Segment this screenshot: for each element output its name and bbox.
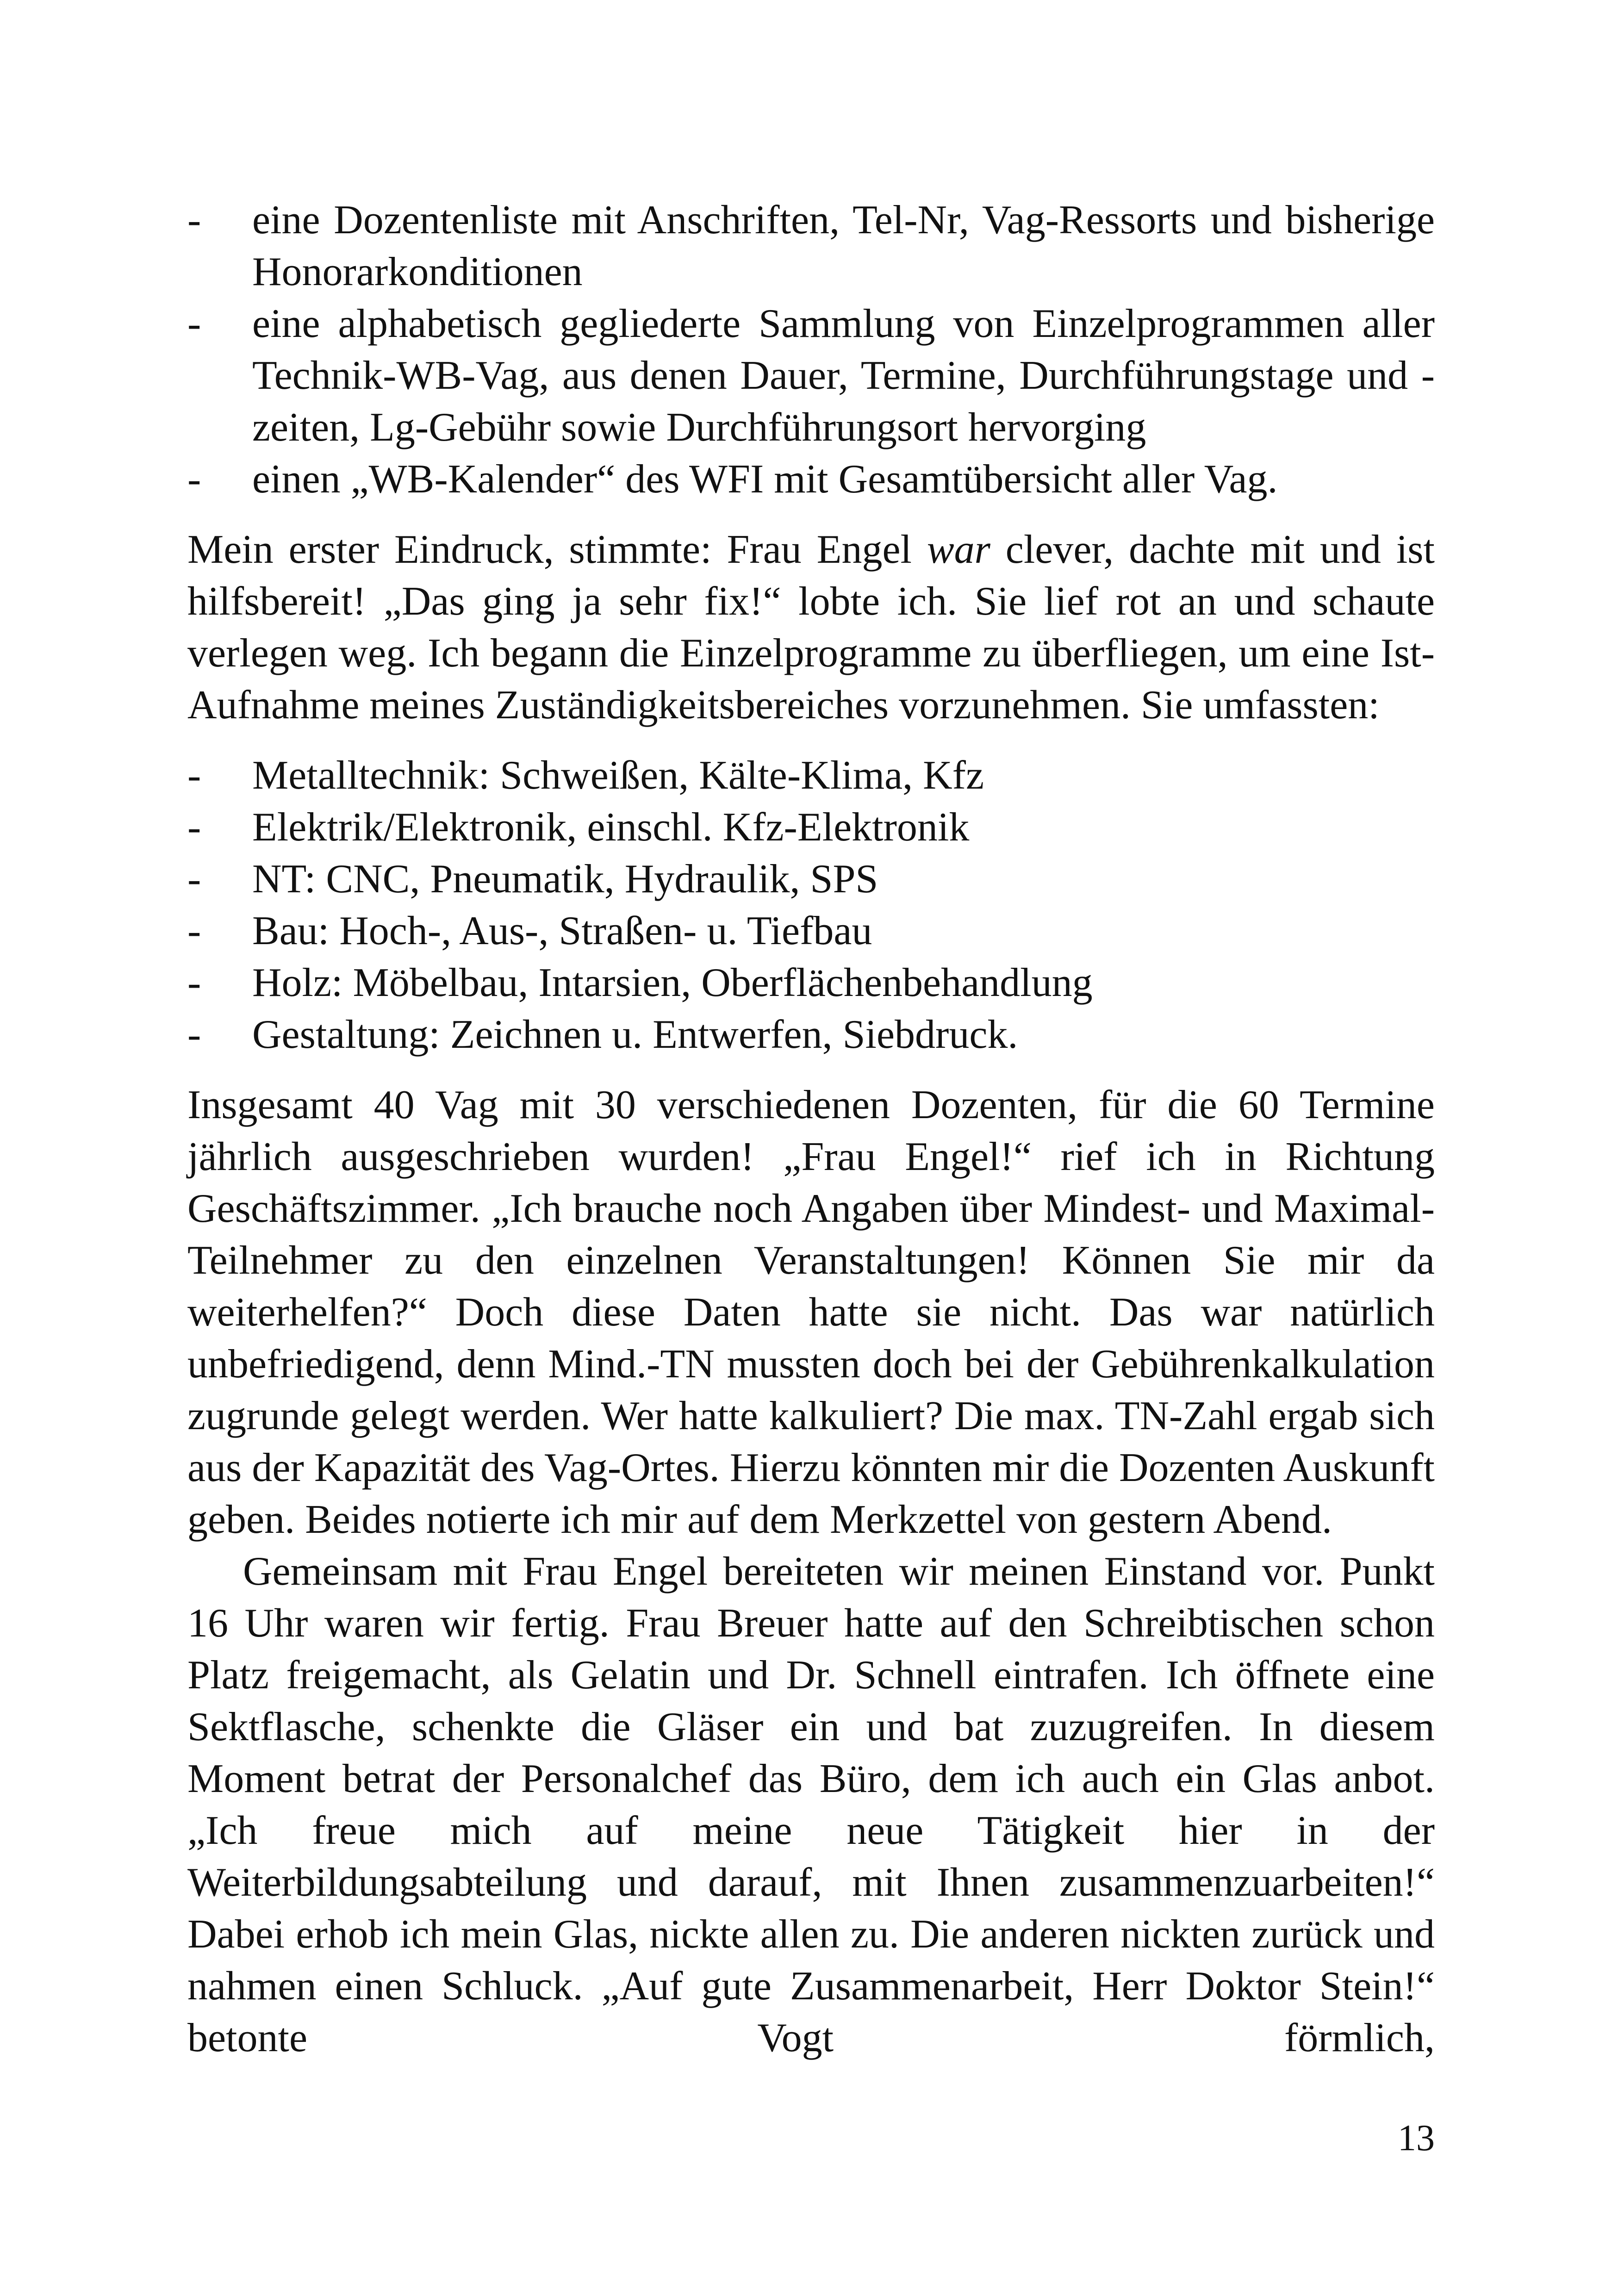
list-item-text: NT: CNC, Pneumatik, Hydraulik, SPS	[252, 857, 878, 902]
dash-bullet: -	[187, 753, 201, 798]
document-list-2	[187, 750, 1435, 1061]
list-item	[187, 454, 1435, 505]
list-item-text: Metalltechnik: Schweißen, Kälte-Klima, Kfz	[252, 753, 984, 798]
paragraph-text-start: Mein erster Eindruck, stimmte: Frau Engel	[187, 527, 927, 572]
list-item-text: Holz: Möbelbau, Intarsien, Oberflächenbehandlung	[252, 960, 1093, 1005]
list-item	[187, 957, 1435, 1009]
list-item	[187, 853, 1435, 905]
dash-bullet: -	[187, 198, 201, 243]
list-item-text: einen „WB-Kalender“ des WFI mit Gesamtübersicht aller Vag.	[252, 457, 1278, 502]
dash-bullet: -	[187, 457, 201, 502]
page-number: 13	[1398, 2118, 1435, 2159]
list-item	[187, 905, 1435, 957]
list-item	[187, 194, 1435, 298]
dash-bullet: -	[187, 960, 201, 1005]
document-list-1	[187, 194, 1435, 505]
paragraph-text-end: clever, dachte mit und ist hilfsbereit! „Das ging ja sehr fix!“ lobte ich. Sie lief rot an und schaute verlegen weg. Ich begann die Einzelprogramme zu überfliegen, um eine Ist-Aufnahme meines Zuständigkeitsbereiches vorzunehmen. Sie umfassten:	[187, 527, 1435, 728]
dash-bullet: -	[187, 857, 201, 902]
dash-bullet: -	[187, 301, 201, 346]
list-item	[187, 750, 1435, 802]
dash-bullet: -	[187, 908, 201, 953]
list-item-text: Bau: Hoch-, Aus-, Straßen- u. Tiefbau	[252, 908, 872, 953]
paragraph-welcome: Gemeinsam mit Frau Engel bereiteten wir meinen Einstand vor. Punkt 16 Uhr waren wir fertig. Frau Breuer hatte auf den Schreibtischen schon Platz freigemacht, als Gelatin und Dr. Schnell eintrafen. Ich öffnete eine Sektflasche, schenkte die Gläser ein und bat zuzugreifen. In diesem Moment betrat der Personalchef das Büro, dem ich auch ein Glas anbot. „Ich freue mich auf meine neue Tätigkeit hier in der Weiterbildungsabteilung und darauf, mit Ihnen zusammenzuarbeiten!“ Dabei erhob ich mein Glas, nickte allen zu. Die anderen nickten zurück und nahmen einen Schluck. „Auf gute Zusammenarbeit, Herr Doktor Stein!“ betonte Vogt förmlich,	[187, 1549, 1435, 2060]
list-item-text: eine Dozentenliste mit Anschriften, Tel-Nr, Vag-Ressorts und bisherige Honorarkonditionen	[252, 198, 1435, 294]
dash-bullet: -	[187, 1012, 201, 1057]
italic-emphasis: war	[927, 527, 990, 572]
paragraph-first-impression	[187, 524, 1435, 731]
list-item-text: Gestaltung: Zeichnen u. Entwerfen, Siebdruck.	[252, 1012, 1018, 1057]
list-item-text: eine alphabetisch gegliederte Sammlung von Einzelprogrammen aller Technik-WB-Vag, aus denen Dauer, Termine, Durchführungstage und -zeiten, Lg-Gebühr sowie Durchführungsort hervorging	[252, 301, 1435, 450]
paragraph-overview: Insgesamt 40 Vag mit 30 verschiedenen Dozenten, für die 60 Termine jährlich ausgeschrieben wurden! „Frau Engel!“ rief ich in Richtung Geschäftszimmer. „Ich brauche noch Angaben über Mindest- und Maximal-Teilnehmer zu den einzelnen Veranstaltungen! Können Sie mir da weiterhelfen?“ Doch diese Daten hatte sie nicht. Das war natürlich unbefriedigend, denn Mind.-TN mussten doch bei der Gebührenkalkulation zugrunde gelegt werden. Wer hatte kalkuliert? Die max. TN-Zahl ergab sich aus der Kapazität des Vag-Ortes. Hierzu könnten mir die Dozenten Auskunft geben. Beides notierte ich mir auf dem Merkzettel von gestern Abend.	[187, 1083, 1435, 1542]
list-item-text: Elektrik/Elektronik, einschl. Kfz-Elektronik	[252, 805, 970, 850]
list-item	[187, 802, 1435, 853]
page-body	[187, 194, 1435, 2064]
list-item	[187, 298, 1435, 454]
dash-bullet: -	[187, 805, 201, 850]
list-item	[187, 1009, 1435, 1061]
